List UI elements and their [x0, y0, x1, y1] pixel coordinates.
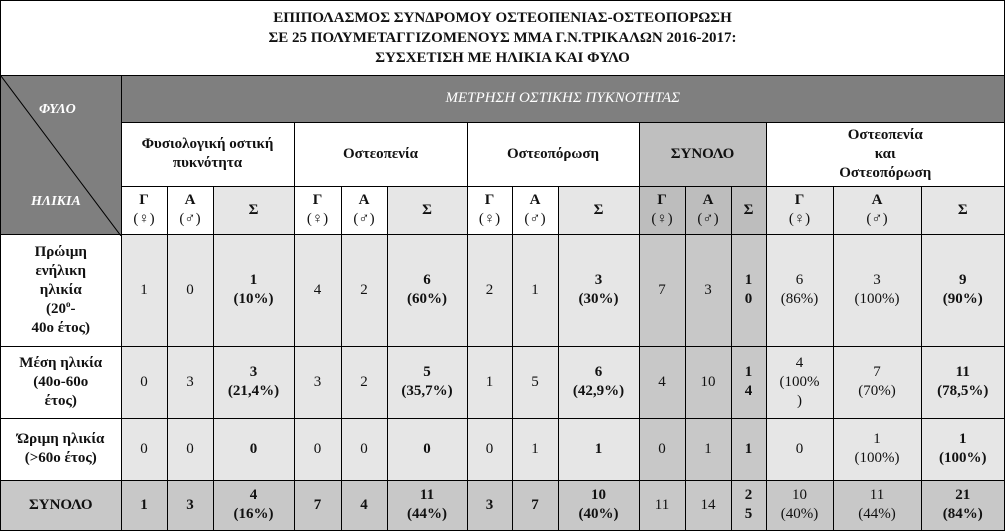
cell: 6 (86%) [766, 234, 833, 346]
osteoporosis-table [1, 76, 1004, 530]
cell: 4 (16%) [213, 480, 294, 530]
sub-a: Α (♂) [167, 186, 213, 234]
sub-g: Γ (♀) [639, 186, 685, 234]
cell: 7 (70%) [833, 346, 921, 418]
cell: 4 [639, 346, 685, 418]
cell: 1 [121, 234, 167, 346]
cell: 1 4 [731, 346, 766, 418]
cell: 1 [512, 234, 558, 346]
sub-s: Σ [387, 186, 467, 234]
table-row-middle [1, 346, 1004, 418]
cell: 0 [341, 418, 387, 480]
table-row-early [1, 234, 1004, 346]
group-osteopenia: Οστεοπενία [294, 122, 467, 186]
sub-s: Σ [213, 186, 294, 234]
sub-a: Α (♂) [512, 186, 558, 234]
cell: 11 (44%) [387, 480, 467, 530]
cell: 1 (100%) [921, 418, 1004, 480]
cell: 2 [341, 346, 387, 418]
cell: 3 (100%) [833, 234, 921, 346]
cell: 2 5 [731, 480, 766, 530]
cell: 1 [512, 418, 558, 480]
cell: 1 [121, 480, 167, 530]
cell: 0 [121, 346, 167, 418]
cell: 3 (30%) [558, 234, 639, 346]
row-label-early: Πρώιμη ενήλικη ηλικία ($20^o-$ 40ο έτος) [1, 234, 121, 346]
cell: 0 [387, 418, 467, 480]
cell: 1 [558, 418, 639, 480]
cell: 6 (60%) [387, 234, 467, 346]
cell: 3 [167, 480, 213, 530]
cell: 1 [467, 346, 512, 418]
row-label-total: ΣΥΝΟΛΟ [1, 480, 121, 530]
corner-ilikia: ΗΛΙΚΙΑ [31, 194, 81, 209]
cell: 7 [294, 480, 341, 530]
group-osteoporosis: Οστεοπόρωση [467, 122, 639, 186]
cell: 0 [639, 418, 685, 480]
cell: 1 (100%) [833, 418, 921, 480]
cell: 7 [512, 480, 558, 530]
corner-fylo: ΦΥΛΟ [39, 102, 76, 117]
cell: 0 [467, 418, 512, 480]
title-line-1: ΕΠΙΠΟΛΑΣΜΟΣ ΣΥΝΔΡΟΜΟΥ ΟΣΤΕΟΠΕΝΙΑΣ-ΟΣΤΕΟΠΟΡΩΣΗ [273, 10, 732, 26]
cell: 10 (40%) [766, 480, 833, 530]
sub-g: Γ (♀) [294, 186, 341, 234]
title-line-2: ΣΕ 25 ΠΟΛΥΜΕΤΑΓΓΙΖΟΜΕΝΟΥΣ ΜΜΑ Γ.Ν.ΤΡΙΚΑΛΩΝ 2016-2017: [268, 30, 737, 46]
sub-s: Σ [731, 186, 766, 234]
title-line-3: ΣΥΣΧΕΤΙΣΗ ΜΕ ΗΛΙΚΙΑ ΚΑΙ ΦΥΛΟ [375, 50, 630, 66]
cell: 3 [167, 346, 213, 418]
table-title [1, 1, 1004, 76]
sub-g: Γ (♀) [467, 186, 512, 234]
cell: 10 [685, 346, 731, 418]
cell: 14 [685, 480, 731, 530]
sub-a: Α (♂) [685, 186, 731, 234]
sub-g: Γ (♀) [121, 186, 167, 234]
group-both: Οστεοπενία και Οστεοπόρωση [766, 122, 1004, 186]
cell: 0 [294, 418, 341, 480]
cell: 0 [213, 418, 294, 480]
sub-a: Α (♂) [833, 186, 921, 234]
sub-s: Σ [558, 186, 639, 234]
cell: 1 [731, 418, 766, 480]
sub-a: Α (♂) [341, 186, 387, 234]
cell: 4 [294, 234, 341, 346]
cell: 3 [294, 346, 341, 418]
corner-header [1, 76, 121, 234]
cell: 11 [639, 480, 685, 530]
cell: 3 (21,4%) [213, 346, 294, 418]
cell: 5 (35,7%) [387, 346, 467, 418]
cell: 1 0 [731, 234, 766, 346]
cell: 0 [766, 418, 833, 480]
sub-s: Σ [921, 186, 1004, 234]
cell: 9 (90%) [921, 234, 1004, 346]
group-normal: Φυσιολογική οστική πυκνότητα [121, 122, 294, 186]
measure-header: ΜΕΤΡΗΣΗ ΟΣΤΙΚΗΣ ΠΥΚΝΟΤΗΤΑΣ [121, 76, 1004, 122]
cell: 6 (42,9%) [558, 346, 639, 418]
cell: 0 [167, 234, 213, 346]
group-total: ΣΥΝΟΛΟ [639, 122, 766, 186]
cell: 3 [467, 480, 512, 530]
row-label-mature: Ώριμη ηλικία (>60ο έτος) [1, 418, 121, 480]
cell: 2 [341, 234, 387, 346]
table-row-mature [1, 418, 1004, 480]
cell: 1 [685, 418, 731, 480]
cell: 11 (44%) [833, 480, 921, 530]
cell: 10 (40%) [558, 480, 639, 530]
subheader-row [1, 186, 1004, 234]
cell: 3 [685, 234, 731, 346]
cell: 4 [341, 480, 387, 530]
cell: 21 (84%) [921, 480, 1004, 530]
cell: 4 (100% ) [766, 346, 833, 418]
cell: 5 [512, 346, 558, 418]
table-row-total [1, 480, 1004, 530]
row-label-middle: Μέση ηλικία (40ο-60ο έτος) [1, 346, 121, 418]
cell: 7 [639, 234, 685, 346]
cell: 0 [121, 418, 167, 480]
cell: 11 (78,5%) [921, 346, 1004, 418]
cell: 2 [467, 234, 512, 346]
sub-g: Γ (♀) [766, 186, 833, 234]
cell: 0 [167, 418, 213, 480]
cell: 1 (10%) [213, 234, 294, 346]
